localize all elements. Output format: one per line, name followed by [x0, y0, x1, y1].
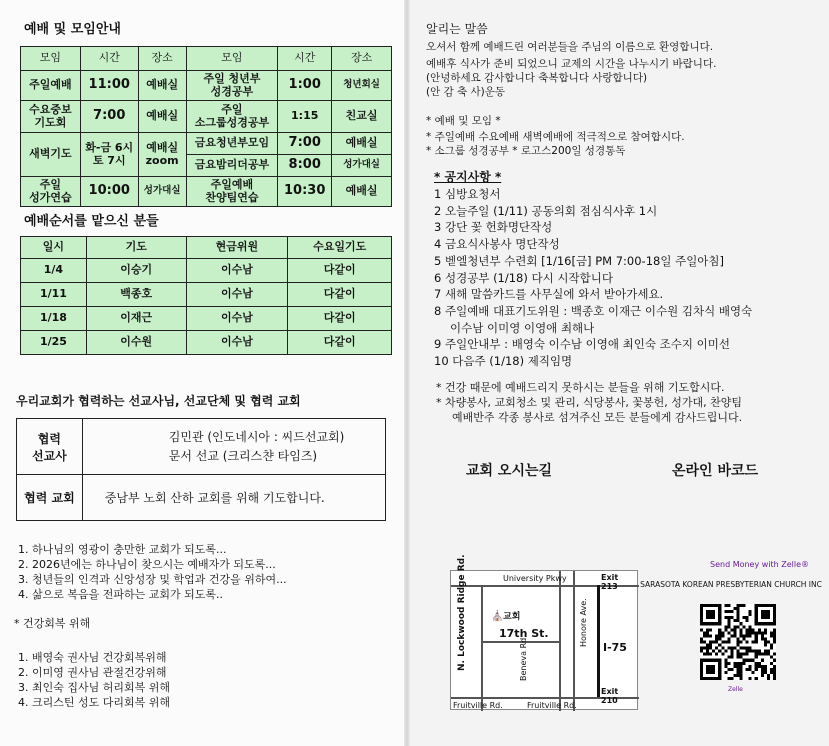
worship-schedule-title: 예배 및 모임안내: [24, 22, 121, 37]
table-cell: 성가대실: [332, 155, 392, 177]
map-label: Fruitville Rd.: [527, 701, 577, 710]
partner-table: [16, 418, 386, 521]
table-cell: 이수남: [186, 283, 288, 307]
table-cell: 11:00: [80, 71, 138, 101]
table-cell: 1/11: [21, 283, 87, 307]
table-cell: 청년회실: [332, 71, 392, 101]
welcome-title: 알리는 말씀: [426, 22, 488, 36]
map-road: [481, 585, 483, 711]
zelle-text: Send Money with Zelle®: [710, 560, 810, 569]
table-row: [21, 133, 392, 155]
table-cell: 이수남: [186, 259, 288, 283]
map-label: Beneva Rd.: [519, 635, 528, 681]
map-label: Exit 213: [601, 573, 619, 591]
list-item: 2. 2026년에는 하나님이 찾으시는 예배자가 되도록...: [18, 558, 276, 571]
table-cell: 주일 청년부 성경공부: [186, 71, 278, 101]
map-road-i75: [597, 585, 600, 697]
list-item: 3. 최인숙 집사님 허리회복 위해: [18, 681, 170, 694]
table-cell: 다같이: [288, 259, 392, 283]
prayer-list: [18, 542, 287, 602]
welcome-line: 오셔서 함께 예배드린 여러분들을 주님의 이름으로 환영합니다.: [426, 41, 714, 53]
list-item: 8 주일예배 대표기도위원 : 백종호 이재근 이수원 김차식 배영숙: [434, 303, 753, 318]
list-item: 4. 삶으로 복음을 전파하는 교회가 되도록..: [18, 588, 223, 601]
church-icon: ⛪: [491, 611, 504, 622]
header-cell: 모임: [21, 47, 81, 71]
closing-line: 예배반주 각종 봉사로 섬겨주신 모든 분들에게 감사드립니다.: [452, 411, 743, 424]
welcome-line: (안녕하세요 감사합니다 축복합니다 사랑합니다): [426, 72, 648, 84]
partner-title: 우리교회가 협력하는 선교사님, 선교단체 및 협력 교회: [16, 394, 301, 408]
map-label: N. Lockwood Ridge Rd.: [457, 554, 467, 671]
table-cell: 화-금 6시 토 7시: [80, 133, 138, 177]
worship-header-row: [21, 47, 392, 71]
worship-notice: [426, 130, 822, 158]
table-row: [21, 331, 392, 355]
table-cell: 10:30: [278, 177, 332, 207]
list-item: 9 주일안내부 : 배영숙 이수남 이영애 최인숙 조수지 이미선: [434, 337, 730, 352]
table-cell: 주일예배 찬양팀연습: [186, 177, 278, 207]
map-label: Honore Ave.: [579, 598, 588, 647]
partner-missionary-cell: [82, 419, 385, 475]
table-cell: 예배실: [332, 177, 392, 207]
church-name-en: SARASOTA KOREAN PRESBYTERIAN CHURCH INC: [640, 580, 822, 589]
table-row: [21, 101, 392, 133]
church-map: [450, 554, 638, 710]
worship-schedule-table: [20, 46, 392, 207]
table-cell: 1:00: [278, 71, 332, 101]
list-item: 이수남 이미영 이영애 최해나: [450, 320, 595, 335]
header-cell: 기도: [86, 237, 186, 259]
map-road: [573, 571, 575, 711]
table-cell: 수요중보 기도회: [21, 101, 81, 133]
qr-code-icon: [700, 604, 776, 680]
partner-church-label: 협력 교회: [17, 475, 83, 521]
table-cell: 7:00: [278, 133, 332, 155]
table-cell: 친교실: [332, 101, 392, 133]
welcome-line: (안 감 축 사)운동: [426, 86, 506, 98]
table-cell: 이재근: [86, 307, 186, 331]
list-item: 2 오늘주일 (1/11) 공동의회 점심식사후 1시: [434, 203, 658, 218]
table-cell: 1/25: [21, 331, 87, 355]
table-cell: 예배실: [138, 101, 186, 133]
closing-notes: [436, 380, 828, 425]
list-item: 7 새해 말씀카드를 사무실에 와서 받아가세요.: [434, 287, 664, 302]
table-cell: 다같이: [288, 307, 392, 331]
header-cell: 모임: [186, 47, 278, 71]
table-cell: 다같이: [288, 283, 392, 307]
table-cell: 주일 성가연습: [21, 177, 81, 207]
health-title: * 건강회복 위해: [14, 617, 91, 630]
list-item: 1. 하나님의 영광이 충만한 교회가 되도록...: [18, 543, 227, 556]
servers-title: 예배순서를 맡으신 분들: [24, 214, 159, 229]
barcode-title: 온라인 바코드: [672, 463, 759, 479]
table-cell: 8:00: [278, 155, 332, 177]
map-label: I-75: [603, 641, 627, 654]
map-label: Exit 210: [601, 687, 619, 705]
partner-church-text: 중남부 노회 산하 교회를 위해 기도합니다.: [82, 475, 385, 521]
table-row: [21, 259, 392, 283]
header-cell: 수요일기도: [288, 237, 392, 259]
table-cell: 주일예배: [21, 71, 81, 101]
table-row: [21, 283, 392, 307]
table-row: [21, 71, 392, 101]
worship-notice-line: * 주일예배 수요예배 새벽예배에 적극적으로 참여합시다.: [426, 131, 685, 143]
header-cell: 시간: [80, 47, 138, 71]
table-cell: 1/4: [21, 259, 87, 283]
announcement-list: [434, 186, 824, 370]
announce-title: * 공지사항 *: [434, 170, 502, 184]
directions-title: 교회 오시는길: [466, 463, 553, 479]
table-cell: 1/18: [21, 307, 87, 331]
partner-missionary-2: 문서 선교 (크리스챤 타임즈): [168, 448, 318, 463]
table-cell: 금요밤리더공부: [186, 155, 278, 177]
list-item: 3 강단 꽃 헌화명단작성: [434, 220, 553, 235]
table-cell: 주일 소그룹성경공부: [186, 101, 278, 133]
left-page: [0, 0, 404, 746]
table-cell: 7:00: [80, 101, 138, 133]
table-cell: 예배실: [332, 133, 392, 155]
closing-line: * 건강 때문에 예배드리지 못하시는 분들을 위해 기도합시다.: [436, 381, 725, 394]
map-label: Fruitville Rd.: [453, 701, 503, 710]
table-cell: 금요청년부모임: [186, 133, 278, 155]
list-item: 4. 크리스틴 성도 다리회복 위해: [18, 696, 170, 709]
table-cell: 예배실 zoom: [138, 133, 186, 177]
servers-table: [20, 236, 392, 355]
list-item: 4 금요식사봉사 명단작성: [434, 237, 560, 252]
worship-notice-title: * 예배 및 모임 *: [426, 115, 501, 127]
table-cell: 이수남: [186, 307, 288, 331]
map-label: 17th St.: [499, 627, 549, 640]
map-label: University Pkwy: [503, 574, 567, 583]
table-row: [17, 475, 386, 521]
list-item: 5 벧엘청년부 수련회 [1/16[금] PM 7:00-18일 주일아침]: [434, 253, 725, 268]
map-label: 교회: [503, 612, 521, 622]
partner-missionary-label: 협력 선교사: [17, 419, 83, 475]
health-list: [18, 650, 170, 710]
list-item: 3. 청년들의 인격과 신앙성장 및 학업과 건강을 위하여...: [18, 573, 287, 586]
list-item: 6 성경공부 (1/18) 다시 시작합니다: [434, 270, 613, 285]
header-cell: 현금위원: [186, 237, 288, 259]
table-row: [21, 307, 392, 331]
list-item: 1. 배영숙 권사님 건강회복위해: [18, 651, 167, 664]
partner-missionary-1: 김민관 (인도네시아 : 씨드선교회): [168, 429, 345, 444]
table-cell: 1:15: [278, 101, 332, 133]
table-cell: 이수남: [186, 331, 288, 355]
table-cell: 이수원: [86, 331, 186, 355]
header-cell: 일시: [21, 237, 87, 259]
table-cell: 성가대실: [138, 177, 186, 207]
table-cell: 10:00: [80, 177, 138, 207]
list-item: 2. 이미영 권사님 관절건강위해: [18, 666, 167, 679]
servers-header-row: [21, 237, 392, 259]
right-page: [410, 0, 829, 746]
header-cell: 시간: [278, 47, 332, 71]
table-row: [21, 177, 392, 207]
table-cell: 새벽기도: [21, 133, 81, 177]
header-cell: 장소: [138, 47, 186, 71]
worship-notice-line: * 소그룹 성경공부 * 로고스200일 성경통독: [426, 145, 626, 157]
table-row: [17, 419, 386, 475]
welcome-line: 예배후 식사가 준비 되었으니 교제의 시간을 나누시기 바랍니다.: [426, 58, 717, 70]
welcome-text: [426, 40, 822, 99]
table-cell: 이승기: [86, 259, 186, 283]
zelle-small: Zelle: [728, 686, 743, 693]
list-item: 10 다음주 (1/18) 제직임명: [434, 354, 573, 369]
table-cell: 다같이: [288, 331, 392, 355]
header-cell: 장소: [332, 47, 392, 71]
closing-line: * 차량봉사, 교회청소 및 관리, 식당봉사, 꽃봉헌, 성가대, 찬양팀: [436, 396, 742, 409]
table-cell: 예배실: [138, 71, 186, 101]
list-item: 1 심방요청서: [434, 187, 501, 201]
table-cell: 백종호: [86, 283, 186, 307]
